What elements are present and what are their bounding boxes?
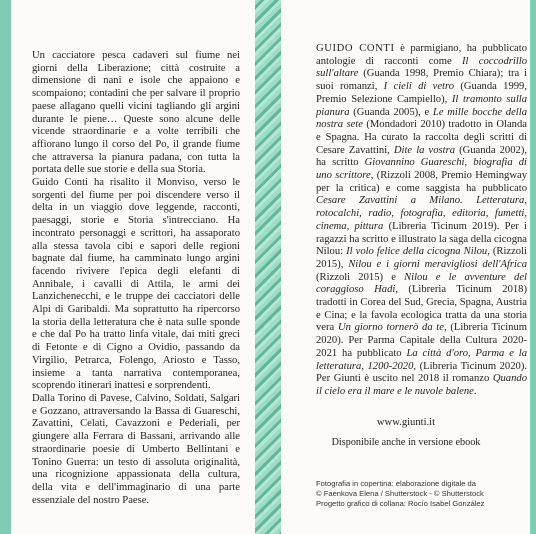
book-synopsis <box>32 50 240 507</box>
bio-text: (Mondadori 2010) tradotto in Olanda e Spagna. Ha curato la raccolta degli scritti di Cesare Zavattini, <box>316 119 527 156</box>
bio-text: , (Rizzoli 2008, Premio Hemingway per la critica) e come saggista ha pubblicato <box>316 170 527 194</box>
cover-art-strip <box>255 0 281 534</box>
author-biography <box>316 43 527 399</box>
bio-text: (Libreria Ticinum 2019). Per i ragazzi ha scritto e illustrato la saga della cicogna Nilou: <box>316 220 527 258</box>
book-title: Cesare Zavattini a Milano. Letteratura, rotocalchi, radio, fotografia, editoria, fumetti, cinema, pittura <box>316 195 527 232</box>
synopsis-paragraph: Dalla Torino di Pavese, Calvino, Soldati, Salgari e Gozzano, attraversando la Bassa di Guareschi, Zavattini, Celati, Cavazzoni e Pederiali, per giungere alla Ferrara di Bassani, arrivando alle straordinarie poesie di Umberto Bellintani e Tonino Guerra: un testo di assoluta originalità, una ricognizione appassionata della cultura, della vita e dell'immaginario di una parte essenziale del nostro Paese. <box>32 392 240 506</box>
bio-text: (Guanda 2005), e <box>349 106 433 118</box>
bio-text: , (Libreria Ticinum 2020). Per Parma Capitale della Cultura 2020-2021 ha pubblicato <box>316 322 527 359</box>
bio-text: , (Libreria Ticinum 2018) tradotti in Corea del Sud, Grecia, Spagna, Austria e Cina; e la favola ecologica tratta da una storia vera <box>316 284 527 334</box>
bio-text: . <box>473 385 477 397</box>
bio-text: (Guanda 1999, Premio Selezione Campiello), <box>316 81 527 105</box>
bio-text: (Guanda 1998, Premio Chiara); tra i suoi romanzi, <box>316 68 527 93</box>
cover-credits <box>316 479 526 509</box>
credit-line: Fotografia in copertina: elaborazione digitale da <box>316 479 476 488</box>
book-title: Le mille bocche della nostra sete <box>316 106 527 131</box>
book-title: Il volo felice della cicogna Nilou <box>346 246 488 258</box>
author-name: GUIDO CONTI <box>316 43 395 54</box>
book-title: Quando il cielo era il mare e le nuvole balene <box>316 373 527 397</box>
book-title: La città d'oro, Parma e la letteratura, 1200-2020 <box>316 347 527 372</box>
book-title: I cieli di vetro <box>383 81 455 93</box>
book-title: Il coccodrillo sull'altare <box>316 55 527 80</box>
credit-line: Progetto grafico di collana: Rocío Isabel González <box>316 499 485 508</box>
bio-text: , (Rizzoli 2015), <box>316 246 527 270</box>
book-title: Dite la vostra <box>393 144 455 156</box>
book-title: Giovannino Guareschi, biografia di uno scrittore <box>316 157 527 182</box>
bio-text: (Rizzoli 2015) e <box>316 271 405 283</box>
ebook-note: Disponibile anche in versione ebook <box>331 437 481 448</box>
book-title: Un giorno tornerò da te <box>337 322 444 334</box>
credit-line: © Faenkova Elena / Shutterstock - © Shutterstock <box>316 489 484 498</box>
book-title: Nilou e i giorni meravigliosi dell'Africa <box>348 258 527 270</box>
biography-paragraph <box>316 43 527 399</box>
publisher-website: www.giunti.it <box>376 417 436 428</box>
bio-text: , (Libreria Ticinum 2020). Per Giunti è uscito nel 2018 il romanzo <box>316 360 527 385</box>
bio-text: è parmigiano, ha pubblicato antologie di racconti come <box>316 43 527 67</box>
book-title: Nilou e le avventure del coraggioso Hadi <box>316 271 527 296</box>
synopsis-paragraph: Guido Conti ha risalito il Monviso, verso le sorgenti del fiume per poi discendere verso il delta in un viaggio dove leggende, racconti, paesaggi, storie e Storia s'intrecciano. Ha incontrato personaggi e scrittori, ha assaporato alla stessa tavola cibi e sapori delle regioni bagnate dal fiume, ha camminato lungo argini facendo rivivere l'epica degli elefanti di Annibale, i cavalli di Attila, le armi dei Lanzichenecchi, e le truppe dei cacciatori delle Alpi di Garibaldi. Ma soprattutto ha ripercorso la storia della letteratura che è nata sulle sponde e che dal Po ha tratto linfa vitale, dai miti greci di Fetonte e di Cigno a Ovidio, passando da Virgilio, Petrarca, Folengo, Ariosto e Tasso, insieme a tanta narrativa contemporanea, scoprendo itinerari inattesi e sorprendenti. <box>32 177 240 392</box>
book-title: Il tramonto sulla pianura <box>316 93 528 118</box>
bio-text: (Guanda 2002), ha scritto <box>316 144 527 169</box>
synopsis-paragraph: Un cacciatore pesca cadaveri sul fiume nei giorni della Liberazione; città costruite a dimensione di nani e isole che appaiono e scompaiono; contadini che per salvare il proprio paese allagano quelli vicini tagliando gli argini durante le piene… Queste sono alcune delle vicende straordinarie e a volte terribili che affiorano lungo il corso del Po, il grande fiume che attraversa la pianura padana, con tutta la portata delle sue storie e della sua Storia. <box>32 50 240 176</box>
